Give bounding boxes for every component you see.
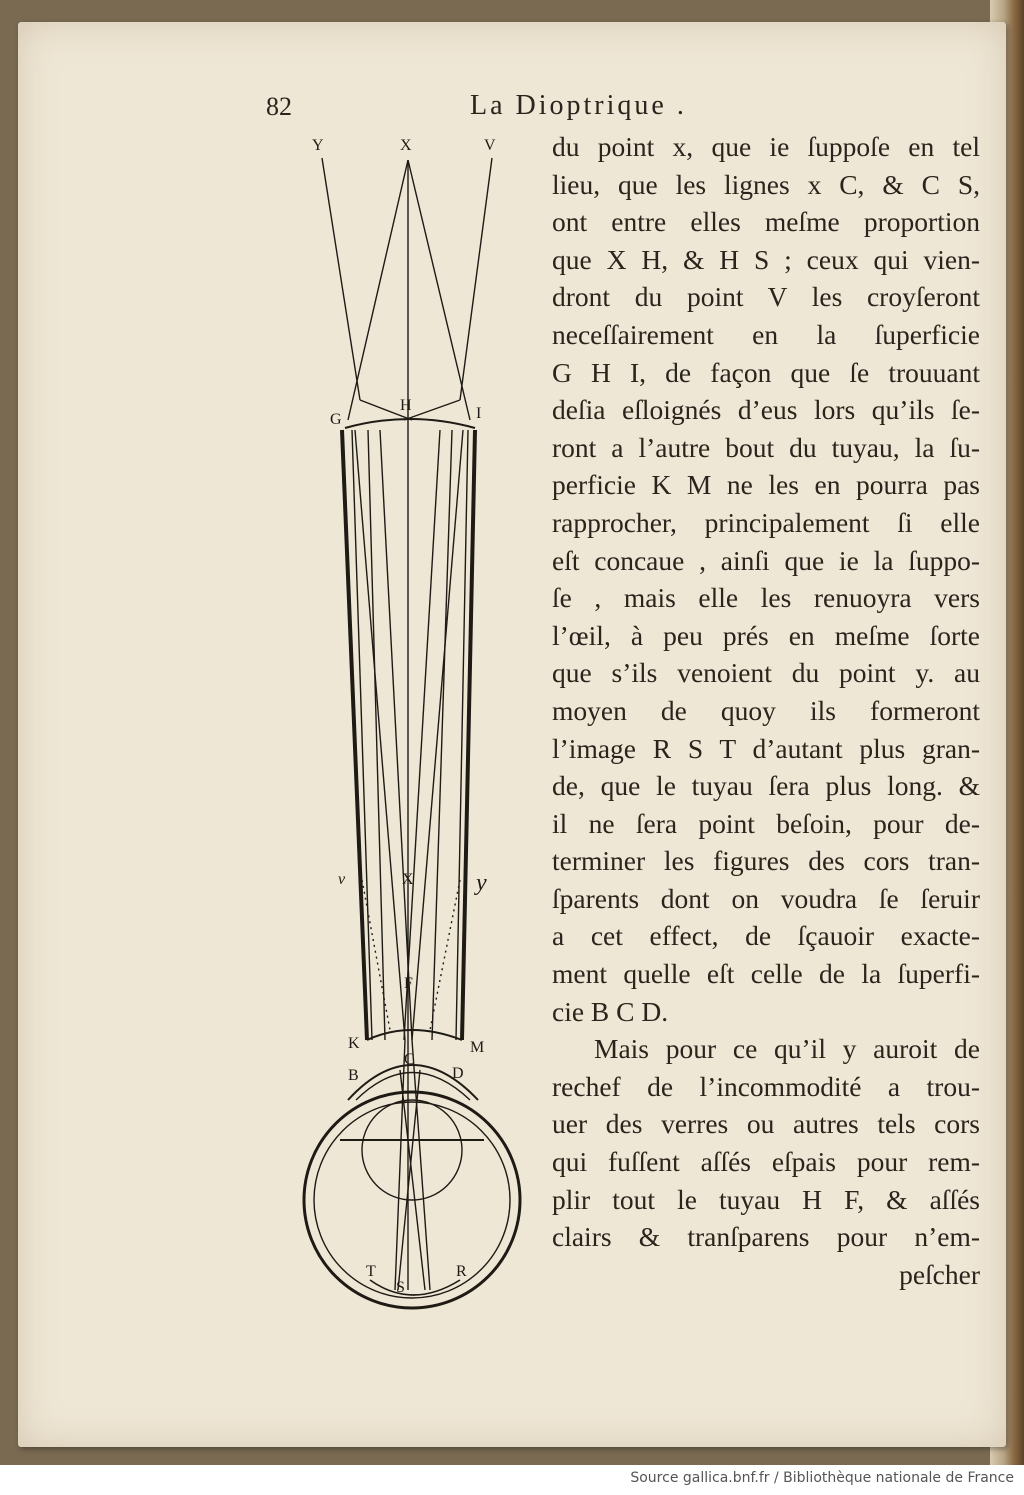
ray-line	[408, 160, 470, 420]
page-number: 82	[266, 92, 292, 121]
label-g: G	[330, 411, 342, 428]
text-line: neceſſairement en la ſuperficie	[552, 318, 980, 350]
ray-line	[460, 158, 492, 400]
label-s: S	[396, 1279, 405, 1296]
text-line: l’image R S T d’autant plus gran-	[552, 732, 980, 764]
label-r: R	[456, 1263, 467, 1280]
text-line: eſt concaue , ainſi que ie la ſuppo-	[552, 544, 980, 576]
body-text	[552, 128, 980, 1293]
ray-line	[368, 430, 385, 1040]
label-t: T	[366, 1263, 376, 1280]
text-line: que s’ils venoient du point y. au	[552, 657, 980, 689]
running-title: La Dioptrique .	[470, 90, 687, 121]
ray-line	[322, 158, 360, 400]
surface-ghi	[345, 419, 475, 428]
text-line: moyen de quoy ils formeront	[552, 694, 980, 726]
ray-line	[380, 430, 412, 1040]
text-line: ront a l’autre bout du tuyau, la ſu-	[552, 431, 980, 463]
text-line: lieu, que les lignes x C, & C S,	[552, 168, 980, 200]
label-v-upper: V	[484, 137, 496, 154]
optics-diagram	[290, 130, 550, 1320]
label-m: M	[470, 1039, 485, 1056]
text-line: terminer les figures des cors tran-	[552, 845, 980, 877]
text-line: Mais pour ce qu’il y auroit de	[594, 1033, 980, 1065]
text-line: ont entre elles meſme proportion	[552, 206, 980, 238]
text-line: a cet effect, de ſçauoir exacte-	[552, 920, 980, 952]
text-line: il ne ſera point beſoin, pour de-	[552, 807, 980, 839]
text-line: G H I, de façon que ſe trouuant	[552, 356, 980, 388]
label-y-upper: Y	[312, 137, 324, 154]
text-line: deſia eſloignés d’eus lors qu’ils ſe-	[552, 394, 980, 426]
ray-line	[412, 430, 463, 1040]
label-y-lower: y	[476, 870, 487, 896]
text-line: qui fuſſent aſſés eſpais pour rem-	[552, 1146, 980, 1178]
text-line: cie B C D.	[552, 995, 669, 1027]
label-b: B	[348, 1067, 359, 1084]
label-c: C	[404, 1051, 415, 1068]
text-line: plir tout le tuyau H F, & aſſés	[552, 1183, 980, 1215]
ray-line	[348, 160, 408, 420]
label-x-top: X	[400, 137, 412, 154]
text-line: dront du point V les croyſeront	[552, 281, 980, 313]
label-d: D	[452, 1065, 464, 1082]
text-line: que X H, & H S ; ceux qui vien-	[552, 243, 980, 275]
label-h: H	[400, 397, 412, 414]
text-line: du point x, que ie ſuppoſe en tel	[552, 131, 980, 162]
text-line: ſe , mais elle les renuoyra vers	[552, 582, 980, 614]
ray-line	[404, 400, 460, 420]
source-credit: Source gallica.bnf.fr / Bibliothèque nationale de France	[630, 1470, 1014, 1486]
text-line: peſcher	[899, 1258, 980, 1290]
label-k: K	[348, 1035, 360, 1052]
footer-bar	[0, 1465, 1024, 1495]
label-x-mid: X	[402, 871, 414, 888]
text-line: de, que le tuyau ſera plus long. &	[552, 770, 980, 802]
text-line: ſparents dont on voudra ſe ſeruir	[552, 882, 980, 914]
text-line: ment quelle eſt celle de la ſuperfi-	[552, 958, 980, 990]
text-line: clairs & tranſparens pour n’em-	[552, 1221, 980, 1253]
retina-rst	[370, 1280, 460, 1295]
text-line: l’œil, à peu prés en meſme ſorte	[552, 619, 980, 651]
ray-line	[395, 1040, 405, 1290]
surface-km	[367, 1030, 462, 1040]
text-line: rapprocher, principalement ſi elle	[552, 506, 980, 538]
text-line: perficie K M ne les en pourra pas	[552, 469, 980, 501]
label-v-lower: v	[338, 871, 346, 888]
label-i: I	[476, 405, 482, 422]
text-line: uer des verres ou autres tels cors	[552, 1108, 980, 1140]
text-line: rechef de l’incommodité a trou-	[552, 1070, 980, 1102]
label-f: F	[404, 975, 413, 992]
tube-wall-right	[462, 430, 475, 1040]
